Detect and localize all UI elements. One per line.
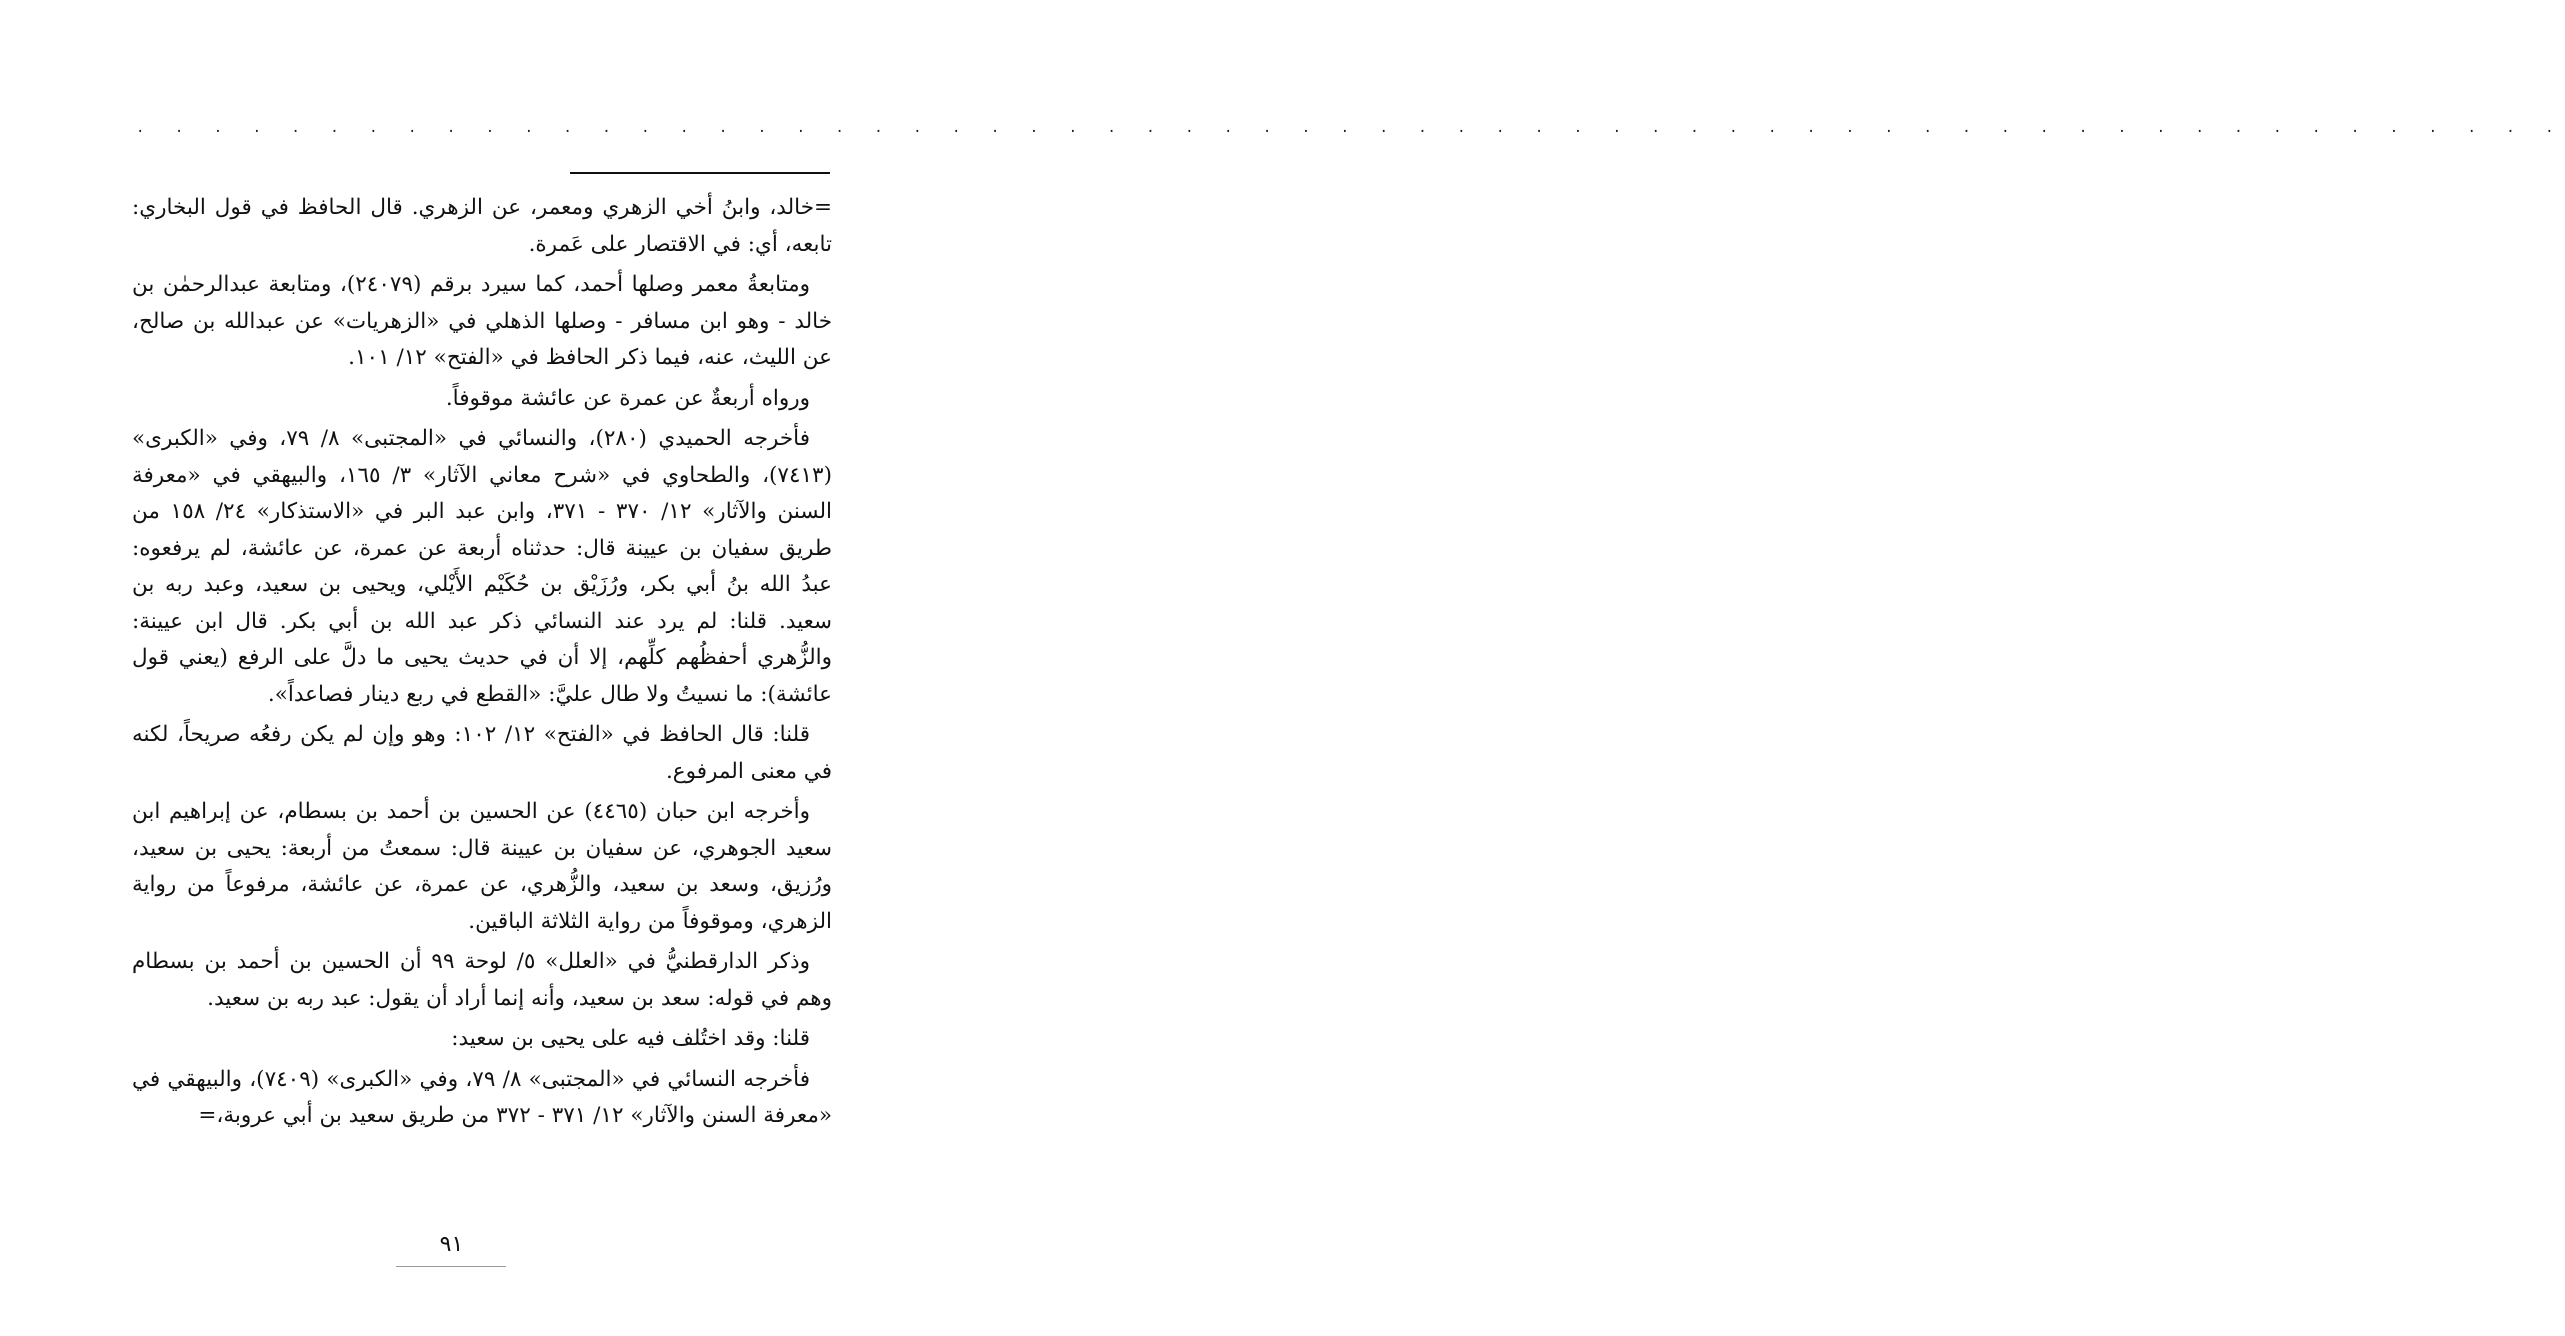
separator-dots: . . . . . . . . . . . . . . . . . . . . . . . . . . . . . . . . . . . . . . . . . . . . . . . . . . . . . . . . . . . . . . . — [136, 120, 2565, 136]
paragraph: فأخرجه النسائي في «المجتبى» ٨/ ٧٩، وفي «الكبرى» (٧٤٠٩)، والبيهقي في «معرفة السنن والآثار» ١٢/ ٣٧١ - ٣٧٢ من طريق سعيد بن أبي عروبة،= — [132, 1066, 832, 1128]
paragraph: قلنا: قال الحافظ في «الفتح» ١٢/ ١٠٢: وهو وإن لم يكن رفعُه صريحاً، لكنه في معنى المرفوع. — [132, 722, 832, 784]
footnote-rule — [570, 172, 830, 174]
paragraph: قلنا: وقد اختُلف فيه على يحيى بن سعيد: — [451, 1026, 810, 1051]
paragraph: وأخرجه ابن حبان (٤٤٦٥) عن الحسين بن أحمد بن بسطام، عن إبراهيم ابن سعيد الجوهري، عن سفيان بن عيينة قال: سمعتُ من أربعة: يحيى بن سعيد، ورُزيق، وسعد بن سعيد، والزُّهري، عن عمرة، عن عائشة، مرفوعاً من رواية الزهري، وموقوفاً من رواية الثلاثة الباقين. — [132, 799, 832, 934]
paragraph: وذكر الدارقطنيُّ في «العلل» ٥/ لوحة ٩٩ أن الحسين بن أحمد بن بسطام وهم في قوله: سعد بن سعيد، وأنه إنما أراد أن يقول: عبد ربه بن سعيد. — [132, 949, 832, 1011]
page-number: ٩١ — [439, 1232, 464, 1257]
paragraph: ورواه أربعةٌ عن عمرة عن عائشة موقوفاً. — [445, 385, 810, 411]
paragraph: فأخرجه الحميدي (٢٨٠)، والنسائي في «المجتبى» ٨/ ٧٩، وفي «الكبرى» (٧٤١٣)، والطحاوي في «شرح معاني الآثار» ٣/ ١٦٥، والبيهقي في «معرفة السنن والآثار» ١٢/ ٣٧٠ - ٣٧١، وابن عبد البر في «الاستذكار» ٢٤/ ١٥٨ من طريق سفيان بن عيينة قال: حدثناه أربعة عن عمرة، عن عائشة، لم يرفعوه: عبدُ الله بنُ أبي بكر، ورُزَيْق بن حُكَيْم الأَيْلي، ويحيى بن سعيد، وعبد ربه بن سعيد. قلنا: لم يرد عند النسائي ذكر عبد الله بن أبي بكر. قال ابن عيينة: والزُّهري أحفظُهم كلِّهم، إلا أن في حديث يحيى ما دلَّ على الرفع (يعني قول عائشة): ما نسيتُ ولا طال عليَّ: «القطع في ربع دينار فصاعداً». — [132, 426, 833, 707]
paragraph: ومتابعةُ معمر وصلها أحمد، كما سيرد برقم (٢٤٠٧٩)، ومتابعة عبدالرحمٰن بن خالد - وهو ابن مسافر - وصلها الذهلي في «الزهريات» عن عبدالله بن صالح، عن الليث، عنه، فيما ذكر الحافظ في «الفتح» ١٢/ ١٠١. — [132, 272, 832, 370]
paragraph: =خالد، وابنُ أخي الزهري ومعمر، عن الزهري. قال الحافظ في قول البخاري: تابعه، أي: في الاقتصار على عَمرة. — [132, 195, 832, 257]
page-number-underline — [396, 1266, 506, 1267]
footnote-text — [132, 190, 832, 1139]
